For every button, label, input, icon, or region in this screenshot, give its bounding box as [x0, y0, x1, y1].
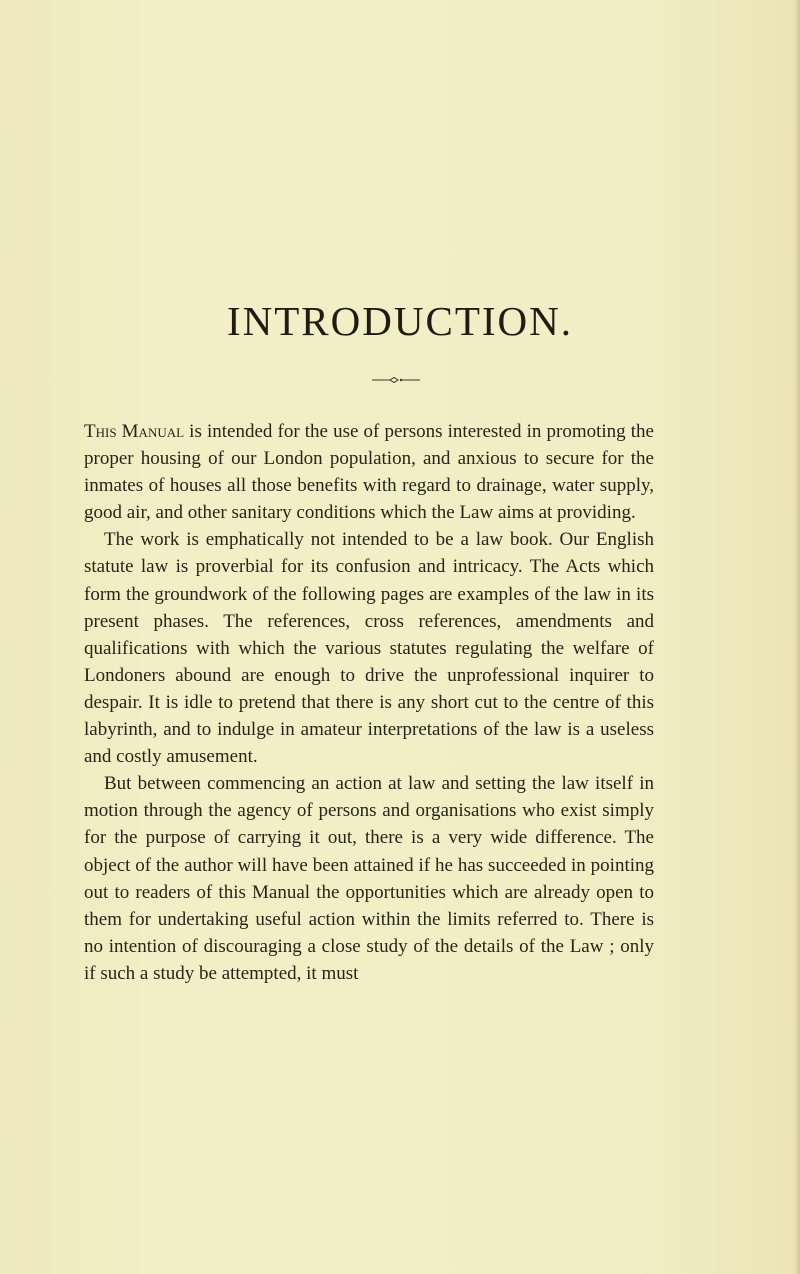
- paragraph-1: [84, 418, 654, 526]
- opening-words: This Manual: [84, 421, 185, 442]
- paragraph-2: The work is emphatically not intended to be a law book. Our English statute law is proverbial for its confusion and intricacy. The Acts which form the groundwork of the following pages are examples of the law in its present phases. The references, cross references, amendments and qualifications with which the various statutes regulating the welfare of Londoners abound are enough to drive the unprofessional inquirer to despair. It is idle to pretend that there is any short cut to the centre of this labyrinth, and to indulge in amateur interpretations of the law is a useless and costly amusement.: [84, 529, 654, 768]
- page-edge-shadow: [794, 0, 800, 1274]
- rule-diamond-ornament-icon: [372, 376, 420, 384]
- chapter-heading: INTRODUCTION.: [227, 298, 573, 344]
- paragraph-3: But between commencing an action at law and setting the law itself in motion through the agency of persons and organisations who exist simply for the purpose of carrying it out, there is a very wide difference. The object of the author will have been attained if he has succeeded in pointing out to readers of this Manual the opportunities which are already open to them for undertaking useful action within the limits referred to. There is no intention of discouraging a close study of the details of the Law ; only if such a study be attempted, it must: [84, 773, 654, 984]
- body-text: [84, 418, 654, 987]
- paragraph-1-text: is intended for the use of persons interested in promoting the proper housing of our London population, and anxious to secure for the inmates of houses all those benefits with regard to drainage, water supply, good air, and other sanitary conditions which the Law aims at providing.: [84, 421, 654, 524]
